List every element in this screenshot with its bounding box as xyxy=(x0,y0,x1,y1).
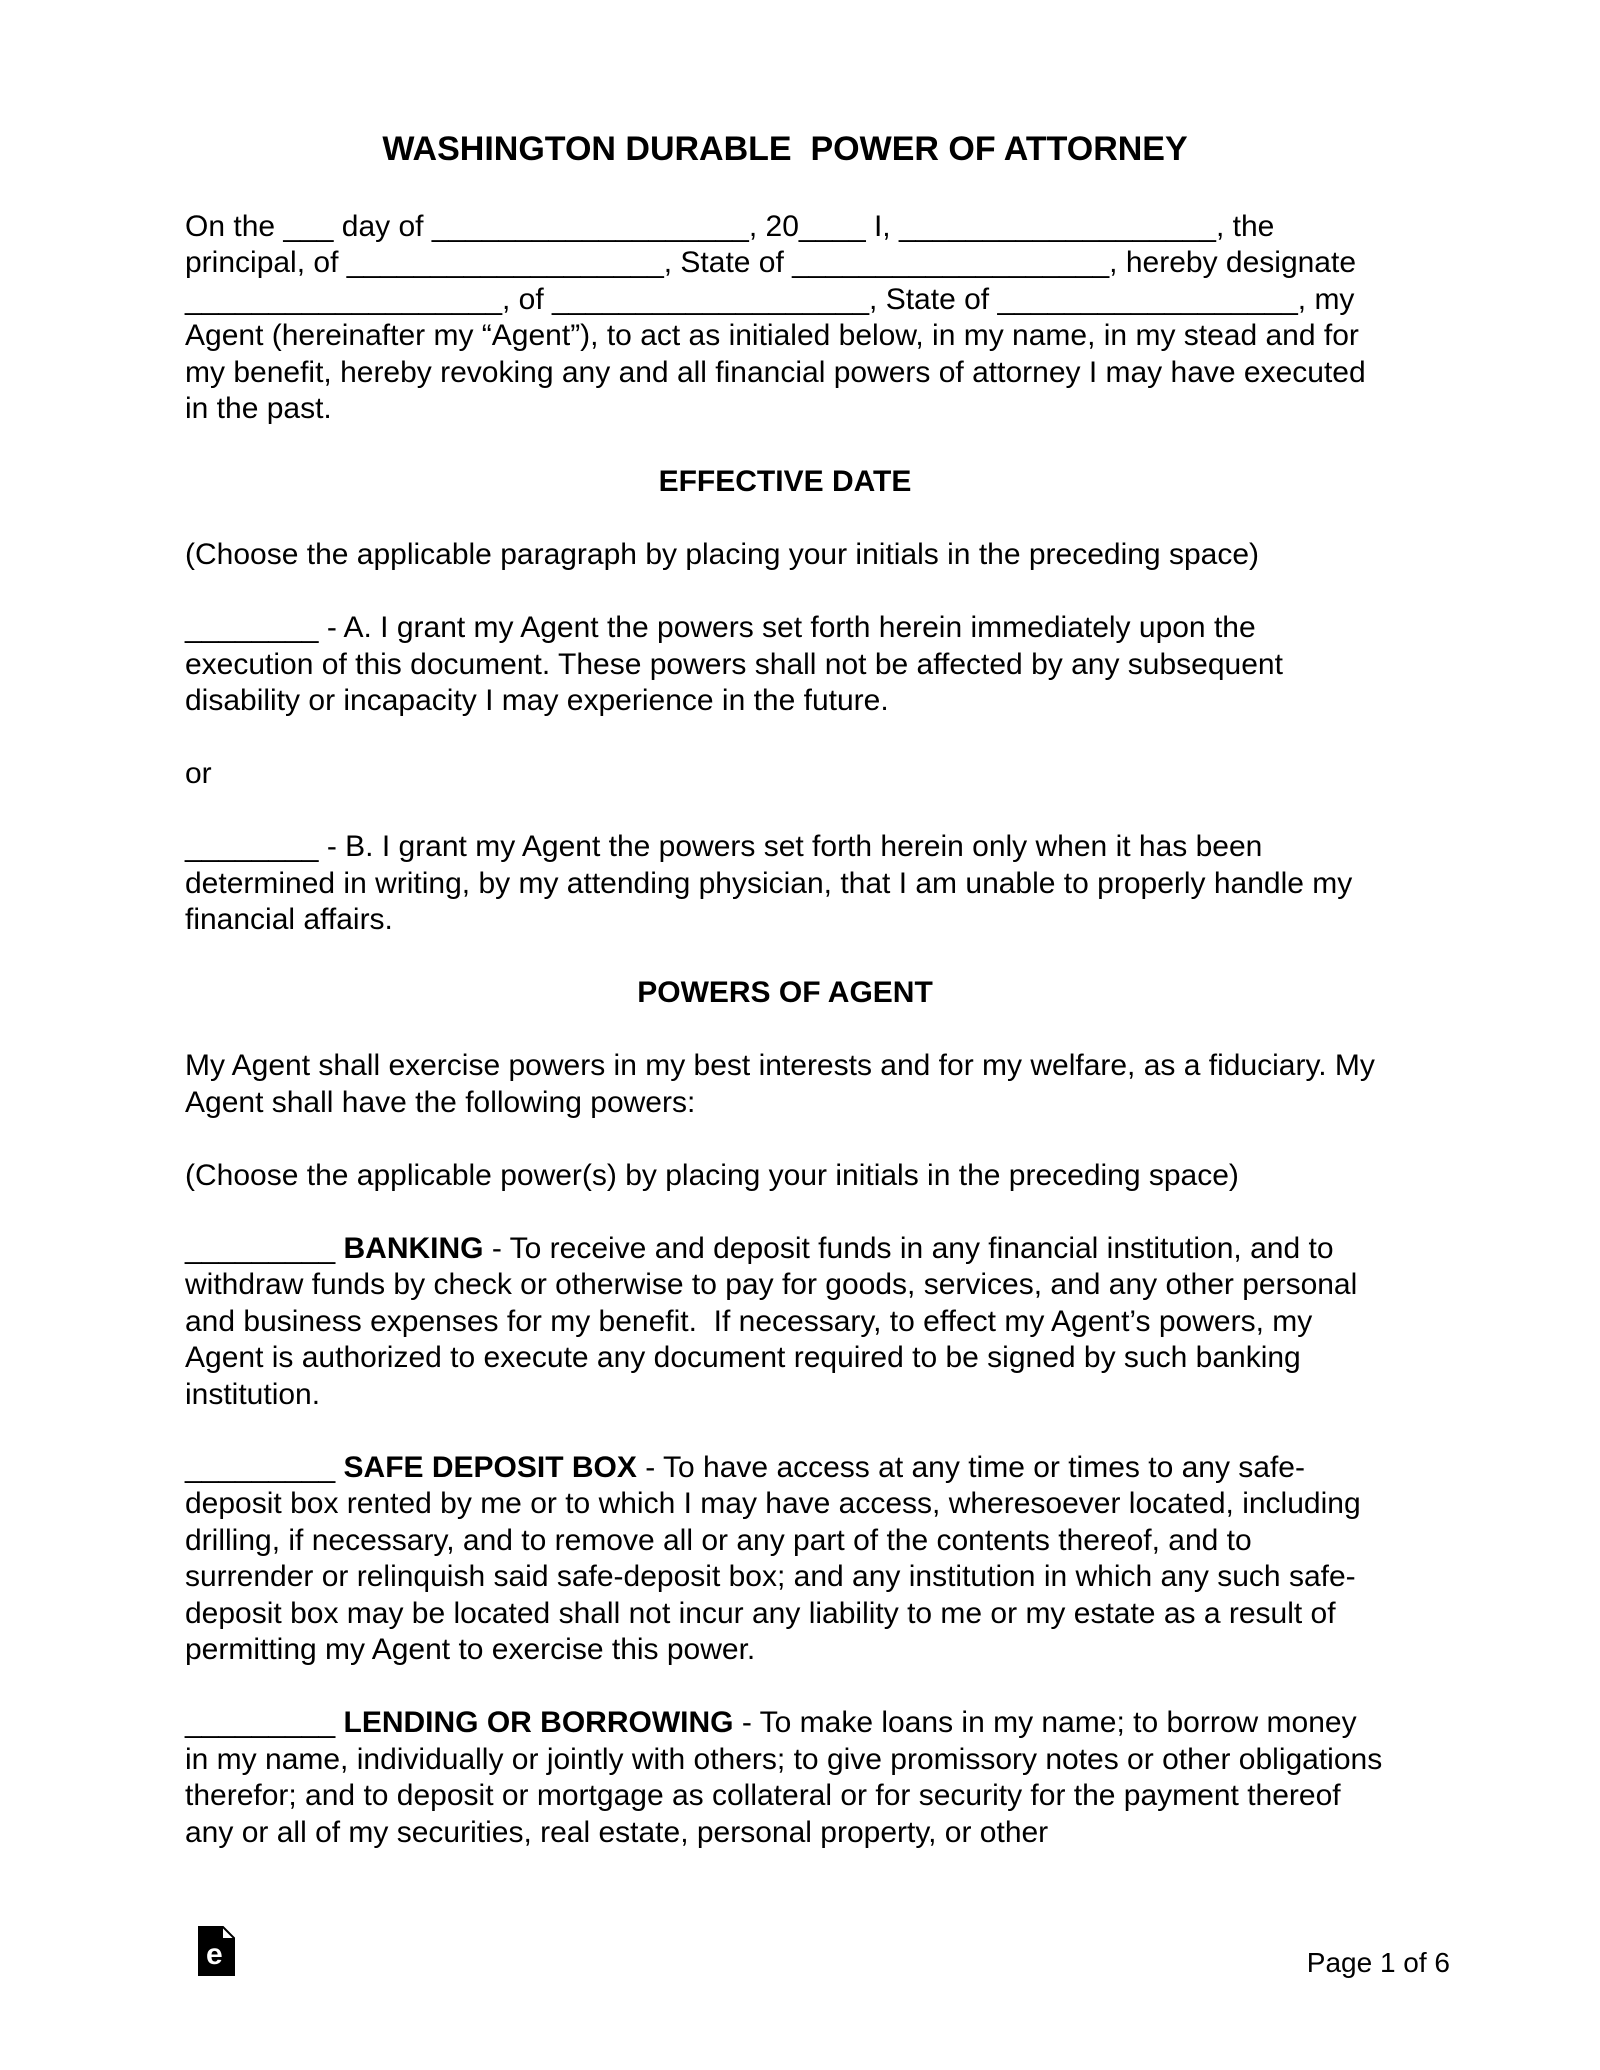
document-title: WASHINGTON DURABLE POWER OF ATTORNEY xyxy=(382,130,1188,168)
document-content xyxy=(185,126,1391,1851)
powers-intro-paragraph: My Agent shall exercise powers in my best interests and for my welfare, as a fiduciary. My Agent shall have the following powers: xyxy=(185,1049,1382,1119)
power-banking-label: BANKING xyxy=(343,1231,484,1265)
power-lending-or-borrowing-text: - To make loans in my name; to borrow money in my name, individually or jointly with others; to give promissory notes or other obligations therefor; and to deposit or mortgage as collateral or for security for the payment thereof any or all of my securities, real estate, personal property, or other xyxy=(185,1706,1391,1849)
power-lending-or-borrowing-initials-blank: _________ xyxy=(185,1706,336,1739)
power-safe-deposit-box-text: - To have access at any time or times to any safe-deposit box rented by me or to which I may have access, wheresoever located, including drilling, if necessary, and to remove all or any part of the contents thereof, and to surrender or relinquish said safe-deposit box; and any institution in which any such safe-deposit box may be located shall not incur any liability to me or my estate as a result of permitting my Agent to exercise this power. xyxy=(185,1450,1369,1666)
power-safe-deposit-box-initials-blank: _________ xyxy=(185,1450,336,1484)
power-banking-paragraph xyxy=(185,1231,1385,1414)
option-b-initials-blank: ________ xyxy=(185,830,319,863)
option-a-text: - A. I grant my Agent the powers set forth herein immediately upon the execution of this document. These powers shall not be affected by any subsequent disability or incapacity I may experience in the future. xyxy=(185,611,1292,717)
power-lending-or-borrowing-paragraph xyxy=(185,1705,1391,1851)
powers-of-agent-heading: POWERS OF AGENT xyxy=(637,976,933,1009)
or-separator: or xyxy=(185,757,212,790)
power-banking-initials-blank: _________ xyxy=(185,1231,336,1265)
option-b-paragraph xyxy=(185,829,1385,939)
eforms-logo-icon xyxy=(198,1926,235,1976)
power-safe-deposit-box-label: SAFE DEPOSIT BOX xyxy=(343,1450,637,1484)
eforms-logo-letter: e xyxy=(206,1938,223,1971)
option-a-initials-blank: ________ xyxy=(185,611,319,644)
effective-date-instruction: (Choose the applicable paragraph by placing your initials in the preceding space) xyxy=(185,538,1259,571)
power-lending-or-borrowing-label: LENDING OR BORROWING xyxy=(343,1706,734,1739)
option-b-text: - B. I grant my Agent the powers set forth herein only when it has been determined in writing, by my attending physician, that I am unable to properly handle my financial affairs. xyxy=(185,830,1361,936)
option-a-paragraph xyxy=(185,610,1385,720)
page-number: Page 1 of 6 xyxy=(1306,1947,1450,1978)
powers-instruction: (Choose the applicable power(s) by placing your initials in the preceding space) xyxy=(185,1158,1239,1192)
effective-date-heading: EFFECTIVE DATE xyxy=(658,465,912,498)
power-banking-text: - To receive and deposit funds in any financial institution, and to withdraw funds by check or otherwise to pay for goods, services, and any other personal and business expenses for my benefit. If necessary, to effect my Agent’s powers, my Agent is authorized to execute any document required to be signed by such banking institution. xyxy=(185,1231,1366,1411)
power-safe-deposit-box-paragraph xyxy=(185,1450,1385,1669)
intro-paragraph: On the ___ day of ___________________, 20____ I, ___________________, the principal, of ___________________, State of ___________________, hereby designate ___________________, of ___________________, State of __________________, my Agent (hereinafter my “Agent”), to act as initialed below, in my name, in my stead and for my benefit, hereby revoking any and all financial powers of attorney I may have executed in the past. xyxy=(185,209,1375,425)
